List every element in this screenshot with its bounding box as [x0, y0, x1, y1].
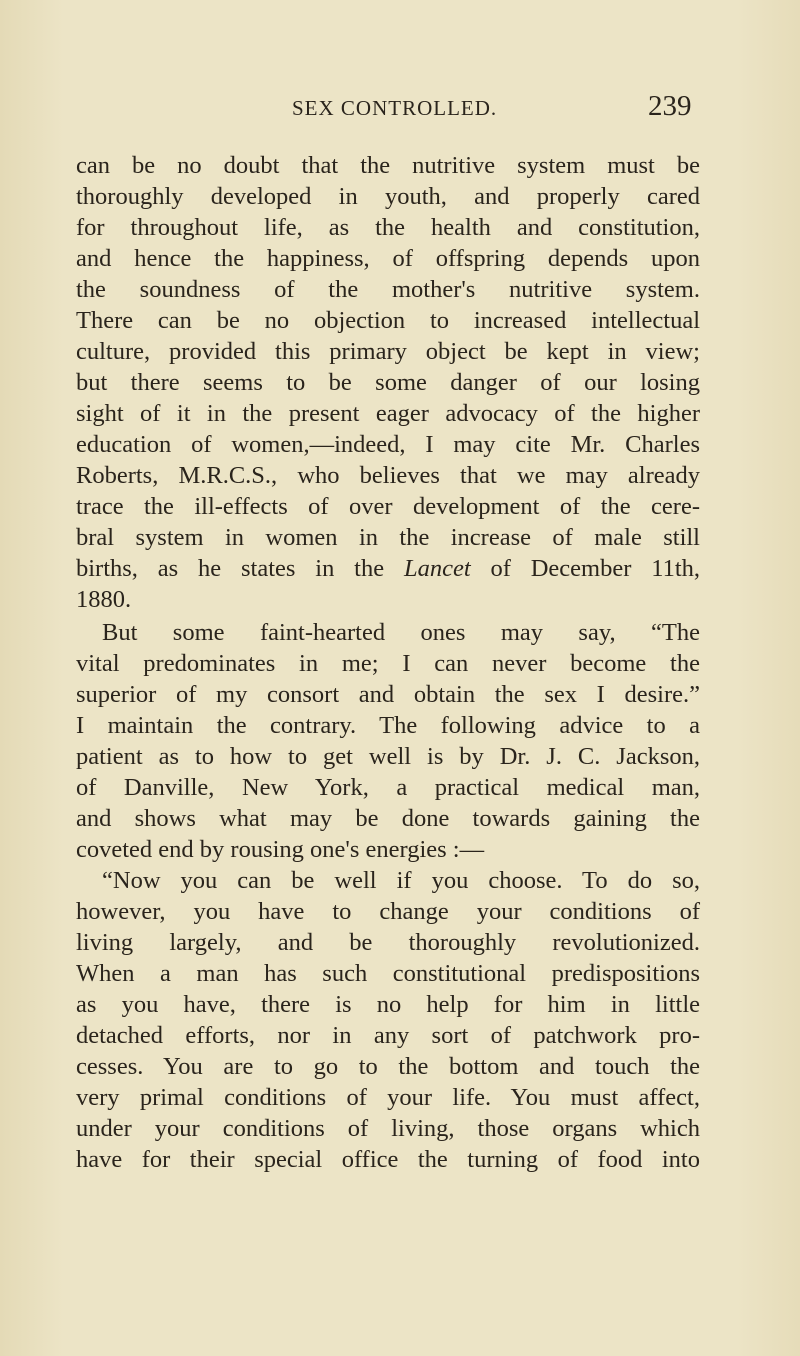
- text-line: bral system in women in the increase of male still: [76, 524, 700, 551]
- text-line: cesses. You are to go to the bottom and touch the: [76, 1053, 700, 1080]
- text-line-with-citation: [76, 554, 700, 584]
- text-line: coveted end by rousing one's energies :—: [76, 836, 485, 863]
- text-line: however, you have to change your conditions of: [76, 898, 700, 925]
- text-line: trace the ill-effects of over development of the cere-: [76, 493, 700, 520]
- citation-lead: births, as he states in the: [76, 555, 385, 582]
- text-line: the soundness of the mother's nutritive system.: [76, 276, 700, 303]
- page-number: 239: [648, 90, 692, 122]
- text-line: and hence the happiness, of offspring depends upon: [76, 245, 700, 272]
- text-line: 1880.: [76, 586, 132, 613]
- text-line: patient as to how to get well is by Dr. J. C. Jackson,: [76, 743, 700, 770]
- citation-title: Lancet: [403, 555, 471, 582]
- paragraph-start: But some faint-hearted ones may say, “The: [102, 619, 700, 646]
- text-line: living largely, and be thoroughly revolutionized.: [76, 929, 700, 956]
- quote-start: “Now you can be well if you choose. To do so,: [102, 867, 700, 894]
- text-line: education of women,—indeed, I may cite Mr. Charles: [76, 431, 700, 458]
- text-line: and shows what may be done towards gaining the: [76, 805, 700, 832]
- text-line: superior of my consort and obtain the sex I desire.”: [76, 681, 700, 708]
- text-line: There can be no objection to increased intellectual: [76, 307, 700, 334]
- text-line: detached efforts, nor in any sort of patchwork pro-: [76, 1022, 700, 1049]
- text-line: as you have, there is no help for him in little: [76, 991, 700, 1018]
- text-line: vital predominates in me; I can never become the: [76, 650, 700, 677]
- text-line: When a man has such constitutional predispositions: [76, 960, 700, 987]
- citation-date: of December 11th,: [490, 555, 701, 582]
- text-line: under your conditions of living, those organs which: [76, 1115, 700, 1142]
- text-line: for throughout life, as the health and constitution,: [76, 214, 700, 241]
- text-line: of Danville, New York, a practical medical man,: [76, 774, 700, 801]
- text-line: I maintain the contrary. The following advice to a: [76, 712, 700, 739]
- text-line: sight of it in the present eager advocacy of the higher: [76, 400, 700, 427]
- text-line: but there seems to be some danger of our losing: [76, 369, 700, 396]
- running-title: SEX CONTROLLED.: [292, 96, 498, 120]
- text-line: very primal conditions of your life. You must affect,: [76, 1084, 700, 1111]
- text-line: Roberts, M.R.C.S., who believes that we may already: [76, 462, 700, 489]
- text-line: thoroughly developed in youth, and properly cared: [76, 183, 700, 210]
- text-line: have for their special office the turning of food into: [76, 1146, 700, 1173]
- running-head: [0, 90, 800, 130]
- text-line: culture, provided this primary object be kept in view;: [76, 338, 700, 365]
- text-line: can be no doubt that the nutritive system must be: [76, 152, 700, 179]
